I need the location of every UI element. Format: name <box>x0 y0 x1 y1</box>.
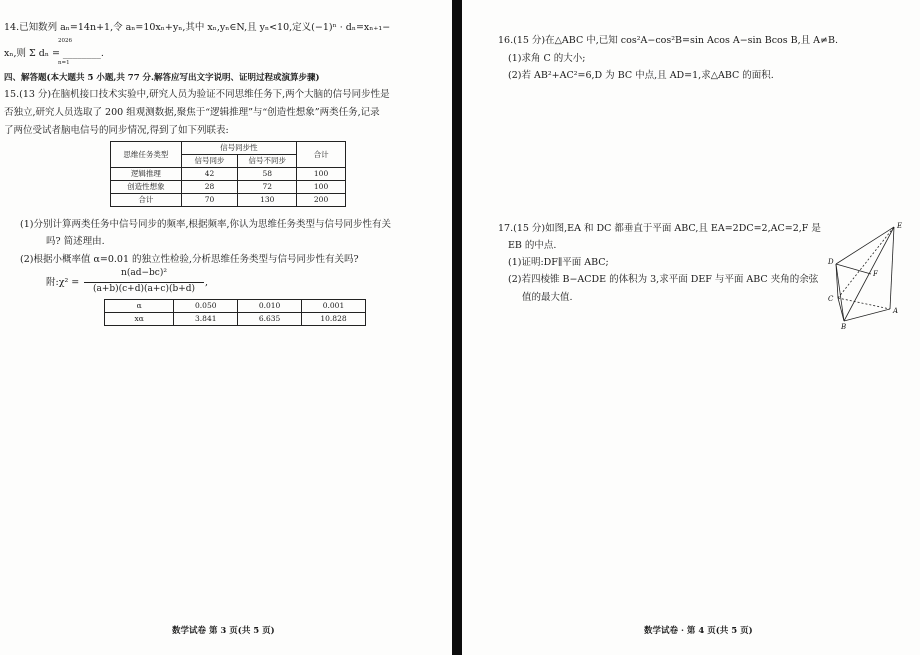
vertex-label-b: B <box>841 323 847 330</box>
exam-page-3 <box>0 0 452 655</box>
edge-df <box>836 264 871 274</box>
q17-line-1: 17.(15 分)如图,EA 和 DC 都垂直于平面 ABC,且 EA=2DC=2,AC=2,F 是 <box>498 223 821 234</box>
q17-line-2: EB 的中点. <box>508 240 557 251</box>
q16-line-3: (2)若 AB²+AC²=6,D 为 BC 中点,且 AD=1,求△ABC 的面积. <box>508 70 774 81</box>
page-divider <box>452 0 462 655</box>
table-cell: 100 <box>297 168 346 181</box>
q16-line-2: (1)求角 C 的大小; <box>508 53 586 64</box>
q15-part1-line-1: (1)分别计算两类任务中信号同步的频率,根据频率,你认为思维任务类型与信号同步性有关 <box>20 219 391 230</box>
q14-sum-lower-limit: n=1 <box>58 60 70 66</box>
table-cell: α <box>105 300 174 313</box>
page-4-footer: 数学试卷 · 第 4 页(共 5 页) <box>644 626 753 636</box>
q15-part1-line-2: 吗? 简述理由. <box>46 236 105 247</box>
table-cell: 100 <box>297 181 346 194</box>
vertex-label-d: D <box>828 258 834 266</box>
edge-ba <box>844 309 890 321</box>
table-header-total: 合计 <box>297 142 346 168</box>
vertex-label-c: C <box>828 295 834 303</box>
formula-suffix: , <box>205 277 209 288</box>
section-heading-solutions: 四、解答题(本大题共 5 小题,共 77 分.解答应写出文字说明、证明过程或演算步骤) <box>4 73 320 83</box>
table-cell: 10.828 <box>302 313 366 326</box>
edge-de <box>836 227 894 264</box>
vertex-label-e: E <box>897 222 903 230</box>
q17-line-4: (2)若四棱锥 B−ACDE 的体积为 3,求平面 DEF 与平面 ABC 夹角的余弦 <box>508 274 819 285</box>
table-cell: 逻辑推理 <box>111 168 182 181</box>
q14-line-1: 14.已知数列 aₙ=14n+1,令 aₙ=10xₙ+yₙ,其中 xₙ,yₙ∈N,且 yₙ<10,定义(−1)ⁿ · dₙ=xₙ₊₁− <box>4 22 391 33</box>
table-header-sync: 信号同步性 <box>181 142 297 155</box>
table-cell: 6.635 <box>238 313 302 326</box>
table-cell: 200 <box>297 194 346 207</box>
table-cell: 28 <box>181 181 238 194</box>
table-cell: 0.001 <box>302 300 366 313</box>
table-header-sync-yes: 信号同步 <box>181 155 238 168</box>
critical-value-table <box>104 299 366 326</box>
table-cell: 130 <box>238 194 297 207</box>
table-cell: 72 <box>238 181 297 194</box>
q17-line-5: 值的最大值. <box>522 292 573 303</box>
edge-ea <box>890 227 894 309</box>
table-cell: 合计 <box>111 194 182 207</box>
table-cell: 70 <box>181 194 238 207</box>
edge-db <box>836 264 844 321</box>
table-row <box>111 168 346 181</box>
vertex-label-a: A <box>893 307 899 315</box>
q15-part2: (2)根据小概率值 α=0.01 的独立性检验,分析思维任务类型与信号同步性有关吗? <box>20 254 359 265</box>
page-3-footer: 数学试卷 第 3 页(共 5 页) <box>172 626 275 636</box>
solid-geometry-figure <box>826 222 918 330</box>
q14-sum-upper-limit: 2026 <box>58 38 72 44</box>
formula-prefix: 附:χ² = <box>46 277 80 288</box>
q15-line-3: 了两位受试者脑电信号的同步情况,得到了如下列联表: <box>4 125 229 136</box>
formula-fraction-bar <box>84 282 204 283</box>
table-cell: xα <box>105 313 174 326</box>
exam-page-4 <box>462 0 920 655</box>
q17-line-3: (1)证明:DF∥平面 ABC; <box>508 257 609 268</box>
table-row <box>105 300 366 313</box>
q16-line-1: 16.(15 分)在△ABC 中,已知 cos²A−cos²B=sin Acos A−sin Bcos B,且 A≠B. <box>498 35 838 46</box>
q15-line-1: 15.(13 分)在脑机接口技术实验中,研究人员为验证不同思维任务下,两个大脑的信号同步性是 <box>4 89 390 100</box>
q14-line-2: xₙ,则 Σ dₙ = ________. <box>4 48 104 59</box>
edge-ca-hidden <box>838 298 890 309</box>
table-header-task: 思维任务类型 <box>111 142 182 168</box>
q15-line-2: 否独立,研究人员选取了 200 组观测数据,聚焦于“逻辑推理”与“创造性想象”两类任务,记录 <box>4 107 380 118</box>
table-header-sync-no: 信号不同步 <box>238 155 297 168</box>
contingency-table <box>110 141 346 207</box>
table-row <box>105 313 366 326</box>
table-cell: 0.050 <box>174 300 238 313</box>
table-row <box>111 181 346 194</box>
table-cell: 3.841 <box>174 313 238 326</box>
edge-eb <box>844 227 894 321</box>
table-cell: 0.010 <box>238 300 302 313</box>
edge-ce-hidden <box>838 227 894 298</box>
table-cell: 58 <box>238 168 297 181</box>
table-row <box>111 194 346 207</box>
vertex-label-f: F <box>873 270 878 278</box>
formula-denominator: (a+b)(c+d)(a+c)(b+d) <box>92 284 196 294</box>
table-cell: 42 <box>181 168 238 181</box>
table-cell: 创造性想象 <box>111 181 182 194</box>
formula-numerator: n(ad−bc)² <box>121 268 167 278</box>
